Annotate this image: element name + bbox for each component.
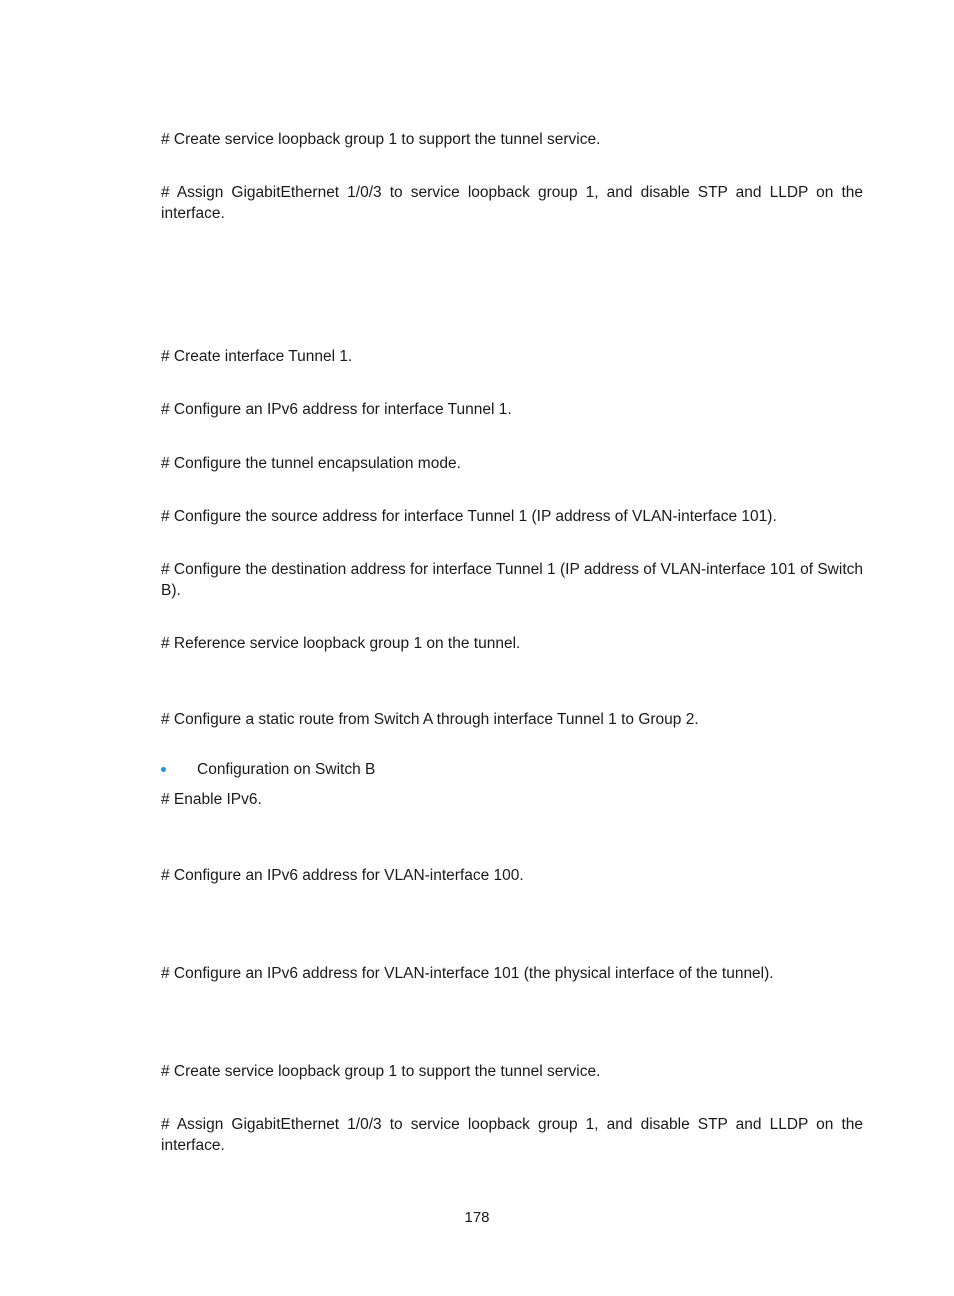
paragraph-assign-interface-a: # Assign GigabitEthernet 1/0/3 to service loopback group 1, and disable STP and LLDP on the interface. — [161, 184, 863, 222]
bullet-label: Configuration on Switch B — [197, 761, 376, 778]
bullet-dot-icon — [161, 767, 166, 772]
paragraph-source-address: # Configure the source address for interface Tunnel 1 (IP address of VLAN-interface 101). — [161, 508, 777, 525]
paragraph-encapsulation-mode: # Configure the tunnel encapsulation mode. — [161, 455, 461, 472]
paragraph-vlan100-ipv6: # Configure an IPv6 address for VLAN-interface 100. — [161, 867, 524, 884]
paragraph-reference-loopback: # Reference service loopback group 1 on the tunnel. — [161, 635, 521, 652]
paragraph-enable-ipv6: # Enable IPv6. — [161, 791, 262, 808]
paragraph-assign-interface-b: # Assign GigabitEthernet 1/0/3 to service loopback group 1, and disable STP and LLDP on the interface. — [161, 1116, 863, 1154]
page-number: 178 — [464, 1209, 490, 1226]
paragraph-create-loopback-group-a: # Create service loopback group 1 to support the tunnel service. — [161, 131, 601, 148]
paragraph-vlan101-ipv6: # Configure an IPv6 address for VLAN-interface 101 (the physical interface of the tunnel). — [161, 965, 774, 982]
paragraph-static-route: # Configure a static route from Switch A through interface Tunnel 1 to Group 2. — [161, 711, 699, 728]
paragraph-destination-address: # Configure the destination address for interface Tunnel 1 (IP address of VLAN-interface 101 of Switch B). — [161, 561, 863, 599]
paragraph-create-tunnel: # Create interface Tunnel 1. — [161, 348, 353, 365]
paragraph-create-loopback-group-b: # Create service loopback group 1 to support the tunnel service. — [161, 1063, 601, 1080]
paragraph-tunnel-ipv6-address: # Configure an IPv6 address for interface Tunnel 1. — [161, 401, 512, 418]
